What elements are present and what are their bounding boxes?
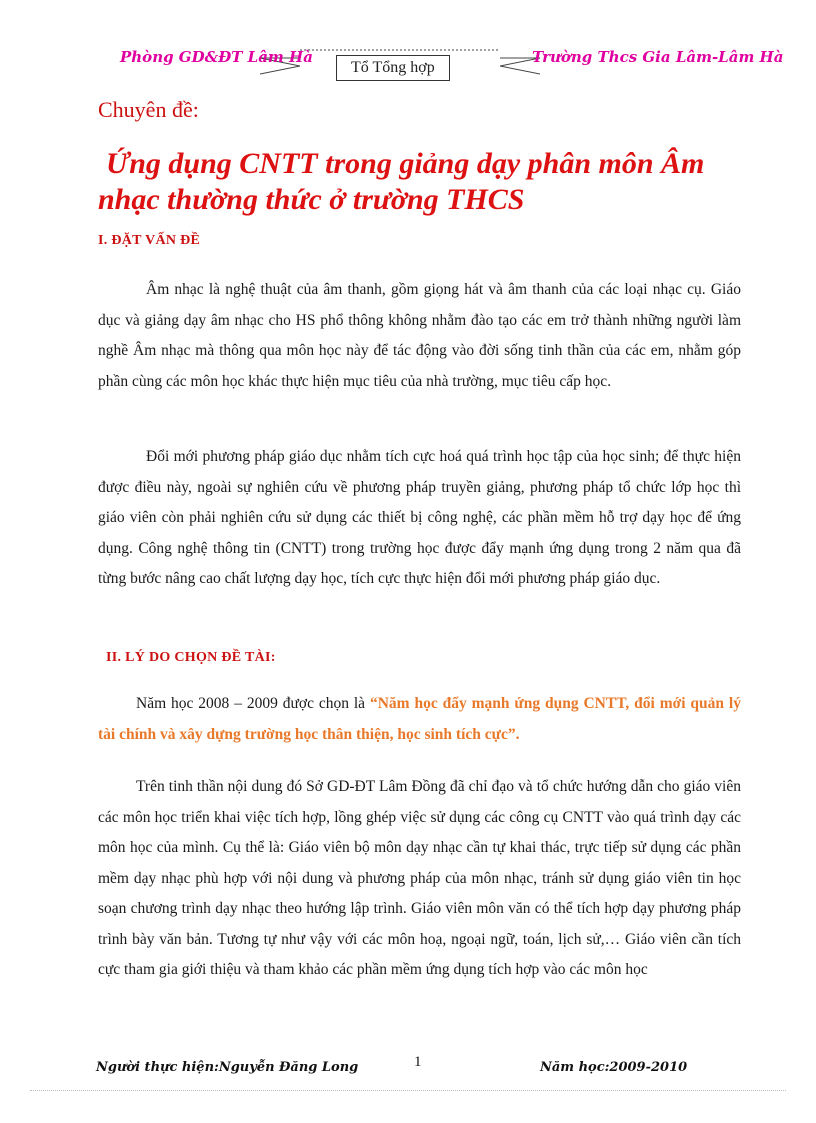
- page-bottom-rule: [30, 1090, 786, 1091]
- section1-paragraph-1: Âm nhạc là nghệ thuật của âm thanh, gồm giọng hát và âm thanh của các loại nhạc cụ. Giáo dục và giảng dạy âm nhạc cho HS phổ thông không nhằm đào tạo các em trở thành những người làm nghề Âm nhạc mà thông qua môn học này để tác động vào đời sống tinh thần của các em, nhằm góp phần cùng các môn học khác thực hiện mục tiêu của nhà trường, mục tiêu cấp học.: [98, 281, 741, 390]
- footer-year: Năm học:2009-2010: [540, 1060, 688, 1075]
- section2-heading: II. LÝ DO CHỌN ĐỀ TÀI:: [106, 650, 276, 665]
- document-title: Ứng dụng CNTT trong giảng dạy phân môn Âm nhạc thường thức ở trường THCS: [98, 147, 705, 216]
- section1-heading: I. ĐẶT VẤN ĐỀ: [98, 233, 201, 248]
- footer-author: Người thực hiện:Nguyễn Đăng Long: [96, 1060, 359, 1075]
- header-right: Trường Thcs Gia Lâm-Lâm Hà: [532, 48, 784, 66]
- topic-label: Chuyên đề:: [98, 97, 199, 122]
- section2-paragraph-1-prefix: Năm học 2008 – 2009 được chọn là: [136, 695, 370, 712]
- header-left: Phòng GD&ĐT Lâm Hà: [120, 48, 313, 66]
- school-year-motto: “Năm học đẩy mạnh ứng dụng CNTT, đổi mới quản lý tài chính và xây dựng trường học thân thiện, học sinh tích cực”.: [98, 695, 741, 743]
- section2-paragraph-2: Trên tinh thần nội dung đó Sở GD-ĐT Lâm Đồng đã chỉ đạo và tổ chức hướng dẫn cho giáo viên các môn học triển khai việc tích hợp, lồng ghép việc sử dụng các công cụ CNTT vào quá trình dạy các môn học của mình. Cụ thể là: Giáo viên bộ môn dạy nhạc cần tự khai thác, trực tiếp sử dụng các phần mềm dạy nhạc phù hợp với nội dung và phương pháp của môn nhạc, tránh sử dụng giáo viên tin học soạn chương trình dạy nhạc theo hướng lập trình. Giáo viên môn văn có thể tích hợp dạy phương pháp trình bày văn bản. Tương tự như vậy với các môn hoạ, ngoại ngữ, toán, lịch sử,… Giáo viên cần tích cực tham gia giới thiệu và tham khảo các phần mềm ứng dụng tích hợp vào các môn học: [98, 778, 741, 978]
- header-center-box: Tổ Tổng hợp: [336, 55, 450, 81]
- section1-paragraph-2: Đổi mới phương pháp giáo dục nhằm tích cực hoá quá trình học tập của học sinh; để thực hiện được điều này, ngoài sự nghiên cứu về phương pháp truyền giảng, phương pháp tổ chức lớp học thì giáo viên còn phải nghiên cứu sử dụng các thiết bị công nghệ, các phần mềm hỗ trợ dạy học để ứng dụng. Công nghệ thông tin (CNTT) trong trường học được đẩy mạnh ứng dụng trong 2 năm qua đã từng bước nâng cao chất lượng dạy học, tích cực thực hiện đổi mới phương pháp giáo dục.: [98, 448, 741, 587]
- page-number: 1: [414, 1054, 422, 1070]
- section2-paragraph-1: [98, 689, 741, 750]
